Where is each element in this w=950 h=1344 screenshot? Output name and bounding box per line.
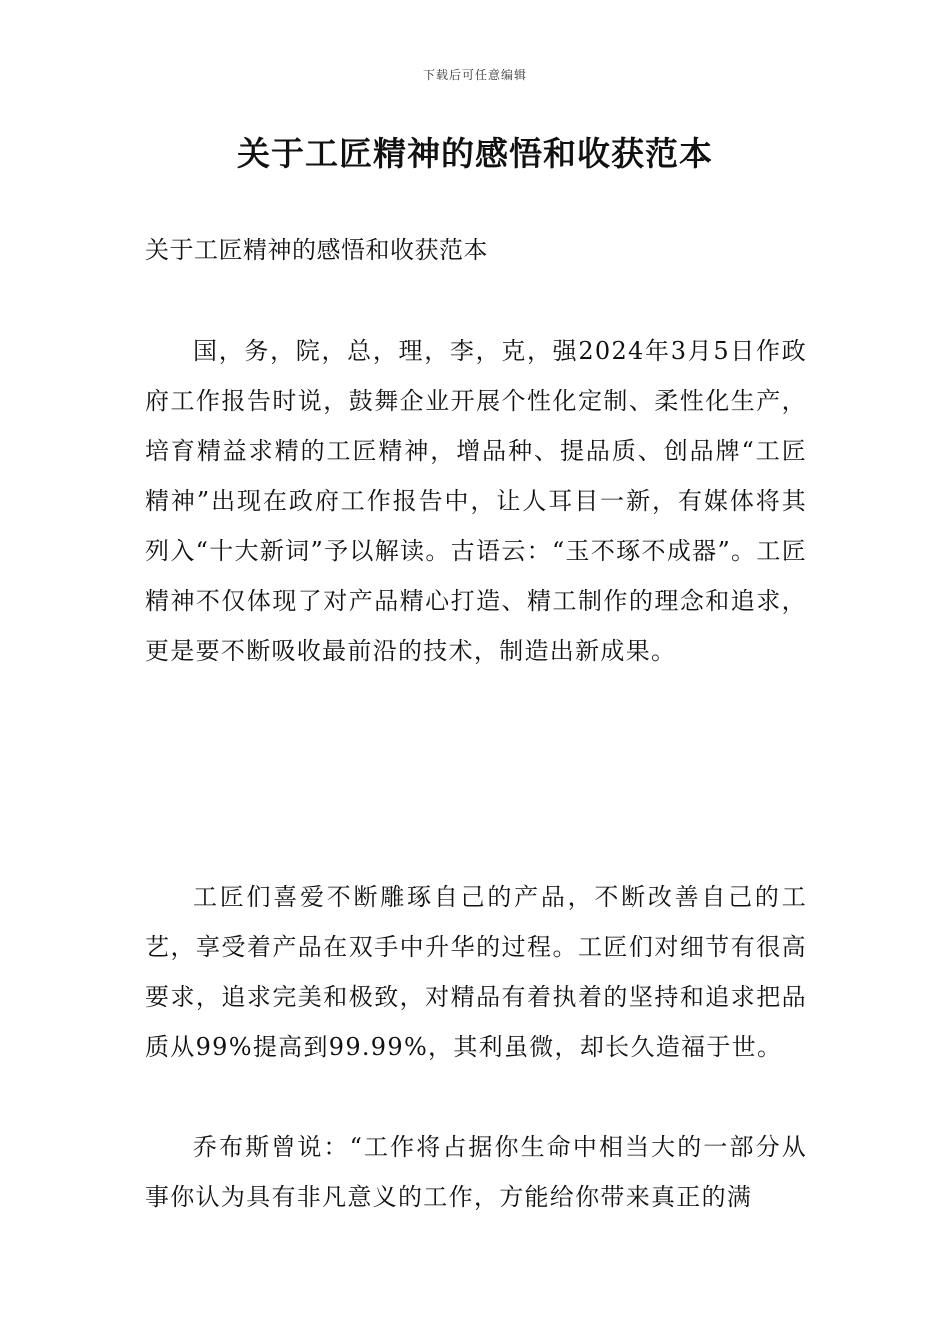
header-note: 下载后可任意编辑	[422, 68, 527, 82]
paragraph-2: 工匠们喜爱不断雕琢自己的产品，不断改善自己的工艺，享受着产品在双手中升华的过程。工匠们对细节有很高要求，追求完美和极致，对精品有着执着的坚持和追求把品质从99%提高到99.99%，其利虽微，却长久造福于世。	[145, 883, 807, 1061]
paragraph-3: 乔布斯曾说：“工作将占据你生命中相当大的一部分从事你认为具有非凡意义的工作，方能给你带来真正的满	[145, 1133, 807, 1211]
document-subtitle: 关于工匠精神的感悟和收获范本	[145, 236, 488, 264]
document-title: 关于工匠精神的感悟和收获范本	[237, 134, 713, 173]
paragraph-1: 国，务，院，总，理，李，克，强2024年3月5日作政府工作报告时说，鼓舞企业开展个性化定制、柔性化生产，培育精益求精的工匠精神，增品种、提品质、创品牌“工匠精神”出现在政府工作报告中，让人耳目一新，有媒体将其列入“十大新词”予以解读。古语云：“玉不琢不成器”。工匠精神不仅体现了对产品精心打造、精工制作的理念和追求，更是要不断吸收最前沿的技术，制造出新成果。	[145, 337, 807, 665]
